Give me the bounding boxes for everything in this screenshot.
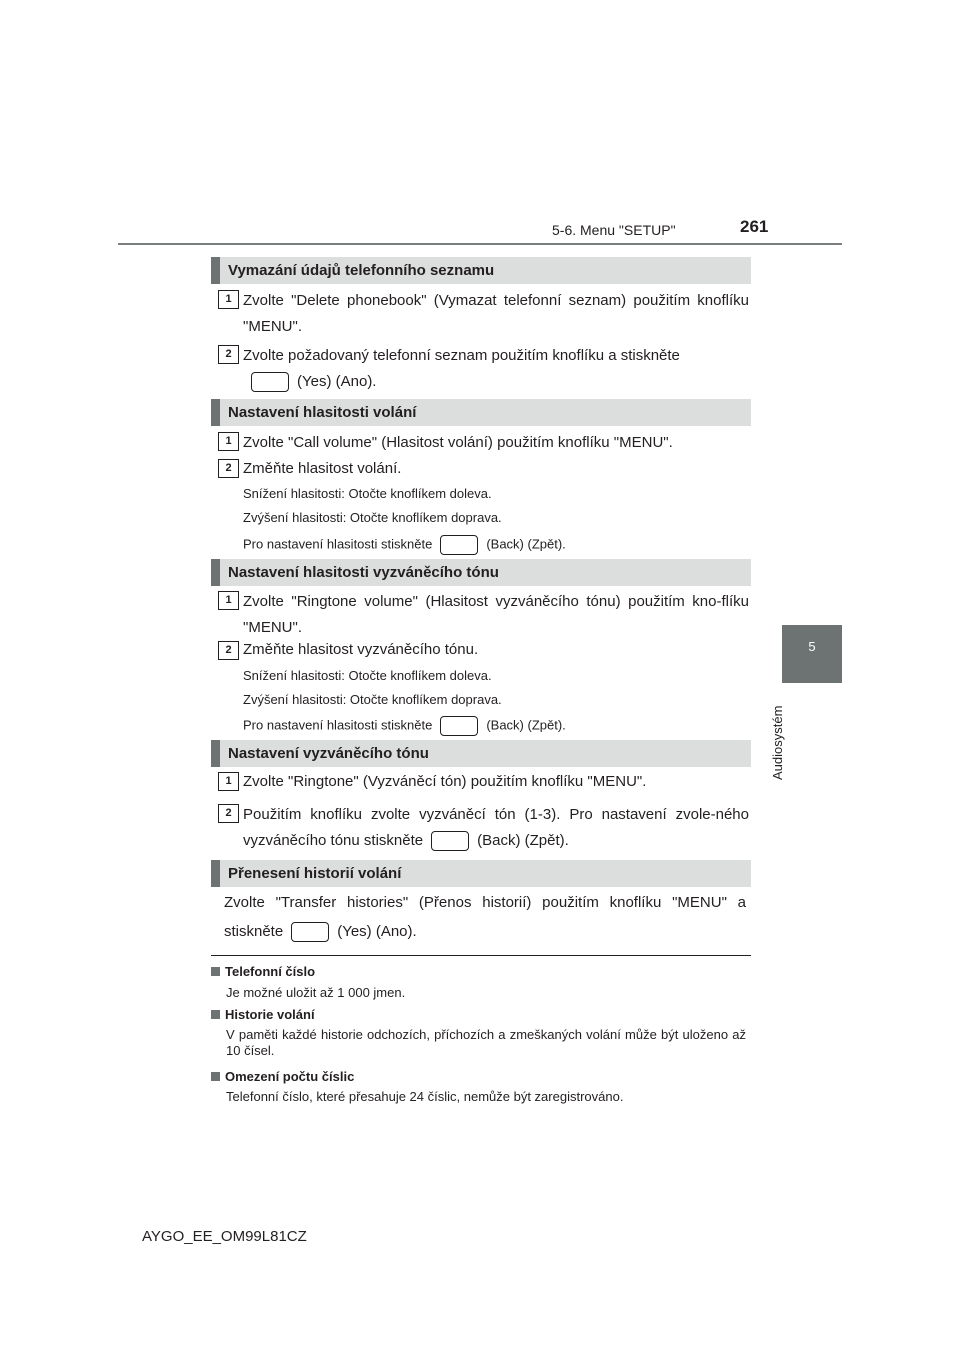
step-text [243,802,749,854]
step-text: Zvolte "Ringtone volume" (Hlasitost vyzváněcího tónu) použitím kno-flíku "MENU". [243,593,749,636]
step-text-part: Použitím knoflíku zvolte vyzváněcí tón (1-3). Pro nastavení zvole-ného vyzváněcího tónu stiskněte [243,806,749,849]
step-badge: 1 [218,772,239,791]
step-text: Zvolte "Call volume" (Hlasitost volání) použitím knoflíku "MENU". [243,434,673,451]
info-title [211,964,315,979]
section-title: Nastavení hlasitosti volání [211,399,751,426]
info-title-text: Omezení počtu číslic [225,1069,355,1084]
step-text [243,343,749,395]
note-text-part: Pro nastavení hlasitosti stiskněte [243,717,433,733]
square-bullet-icon [211,1010,220,1019]
note-text: Snížení hlasitosti: Otočte knoflíkem doleva. [243,486,492,501]
step-badge: 1 [218,591,239,610]
step-badge: 2 [218,345,239,364]
header-section: 5-6. Menu "SETUP" [552,222,676,238]
step-badge: 1 [218,290,239,309]
step-text-part: (Yes) (Ano). [297,373,377,390]
note-text-part: (Back) (Zpět). [486,717,566,733]
step-text: Změňte hlasitost volání. [243,460,402,477]
section-title: Vymazání údajů telefonního seznamu [211,257,751,284]
button-icon [440,535,478,555]
note-text [243,535,749,555]
step-text: Zvolte "Ringtone" (Vyzváněcí tón) použitím knoflíku "MENU". [243,773,647,790]
step-badge: 2 [218,641,239,660]
info-text: V paměti každé historie odchozích, příchozích a zmeškaných volání může být uloženo až 10 čísel. [226,1027,746,1058]
button-icon [440,716,478,736]
note-text: Snížení hlasitosti: Otočte knoflíkem doleva. [243,668,492,683]
step-badge: 2 [218,804,239,823]
note-text-part: Pro nastavení hlasitosti stiskněte [243,536,433,552]
info-title [211,1007,315,1022]
note-text: Zvýšení hlasitosti: Otočte knoflíkem doprava. [243,510,502,525]
button-icon [251,372,289,392]
button-icon [291,922,329,942]
info-text: Je možné uložit až 1 000 jmen. [226,985,406,1000]
step-badge: 1 [218,432,239,451]
info-divider [211,955,751,956]
note-text-part: (Back) (Zpět). [486,536,566,552]
header-divider [118,243,842,245]
chapter-tab: 5 [782,625,842,683]
square-bullet-icon [211,1072,220,1081]
footer-code: AYGO_EE_OM99L81CZ [142,1228,307,1245]
section-title: Nastavení vyzváněcího tónu [211,740,751,767]
step-text-part: Zvolte požadovaný telefonní seznam použitím knoflíku a stiskněte [243,347,680,364]
step-text [224,888,746,946]
note-text [243,716,749,736]
step-text-part: (Yes) (Ano). [337,923,417,940]
info-title-text: Telefonní číslo [225,964,316,979]
step-text-part: (Back) (Zpět). [477,832,569,849]
section-title: Nastavení hlasitosti vyzváněcího tónu [211,559,751,586]
section-title: Přenesení historií volání [211,860,751,887]
info-title [211,1069,354,1084]
info-text: Telefonní číslo, které přesahuje 24 číslic, nemůže být zaregistrováno. [226,1089,624,1104]
square-bullet-icon [211,967,220,976]
step-badge: 2 [218,459,239,478]
chapter-label: Audiosystém [770,705,785,780]
step-text: Zvolte "Delete phonebook" (Vymazat telefonní seznam) použitím knoflíku "MENU". [243,292,749,335]
step-text: Změňte hlasitost vyzváněcího tónu. [243,641,479,658]
step-text-part: Zvolte "Transfer histories" (Přenos historií) použitím knoflíku "MENU" a stiskněte [224,894,746,940]
info-title-text: Historie volání [225,1007,315,1022]
note-text: Zvýšení hlasitosti: Otočte knoflíkem doprava. [243,692,502,707]
page-number: 261 [740,217,769,236]
button-icon [431,831,469,851]
